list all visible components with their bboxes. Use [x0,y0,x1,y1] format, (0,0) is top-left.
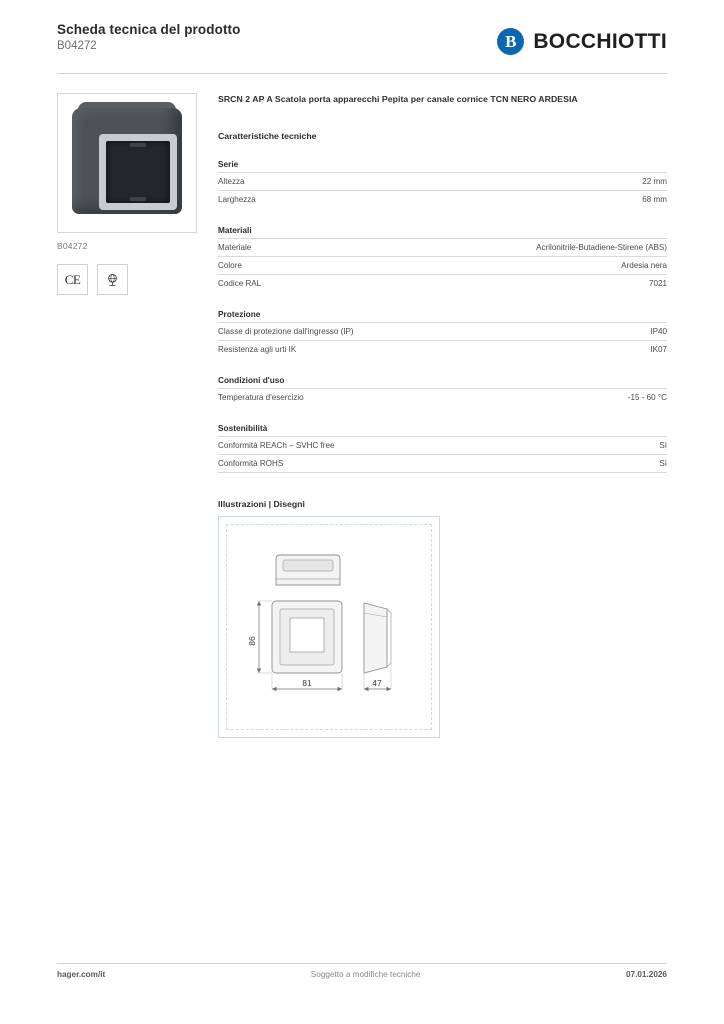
spec-row [218,454,667,473]
spec-value: IK07 [650,344,667,354]
spec-label: Altezza [218,176,245,186]
spec-label: Conformità REACh – SVHC free [218,440,335,450]
product-photo-aperture [106,141,170,203]
product-photo-body [72,108,182,214]
spec-value: IP40 [650,326,667,336]
product-photo-caption: B04272 [57,241,88,251]
spec-value: 22 mm [642,176,667,186]
product-media-column [57,93,197,295]
certification-marks [57,264,197,295]
spec-value: Sì [659,458,667,468]
page-title: Scheda tecnica del prodotto [57,22,241,37]
footer-divider [57,963,667,964]
spec-label: Codice RAL [218,278,262,288]
spec-label: Colore [218,260,242,270]
drawing-svg [219,517,441,739]
spec-label: Resistenza agli urti IK [218,344,297,354]
spec-value: Sì [659,440,667,450]
page-footer [57,970,667,979]
header-divider [57,73,667,74]
spec-label: Larghezza [218,194,256,204]
product-photo-frame [99,134,177,210]
spec-row [218,190,667,208]
spec-row [218,322,667,340]
spec-label: Temperatura d'esercizio [218,392,304,402]
bocchiotti-logo-icon: B [497,28,524,55]
spec-value: Ardesia nera [621,260,667,270]
footer-date: 07.01.2026 [626,970,667,979]
svg-text:86: 86 [247,636,257,646]
svg-text:81: 81 [302,678,312,688]
brand-logo [497,28,667,55]
spec-row [218,340,667,358]
page-header [57,22,667,68]
waste-electrical-icon [97,264,128,295]
globe-glyph [104,271,121,288]
spec-group-title: Serie [218,159,239,169]
spec-value: 68 mm [642,194,667,204]
product-description: SRCN 2 AP A Scatola porta apparecchi Pepita per canale cornice TCN NERO ARDESIA [218,94,578,104]
spec-label: Materiale [218,242,252,252]
spec-group-title: Sostenibilità [218,423,268,433]
spec-row [218,238,667,256]
product-photo-notch-bottom [130,197,146,201]
page-subtitle-article-number: B04272 [57,40,97,52]
product-photo-notch-top [130,143,146,147]
spec-row [218,436,667,454]
spec-group-title: Condizioni d'uso [218,375,285,385]
spec-value: -15 - 60 °C [627,392,667,402]
specs-section-title: Caratteristiche tecniche [218,131,317,141]
specs-table [218,159,667,473]
footer-website[interactable]: hager.com/it [57,970,106,979]
spec-row [218,256,667,274]
spec-group-title: Protezione [218,309,261,319]
product-photo [57,93,197,233]
ce-mark-label: CE [64,271,81,287]
spec-label: Conformità ROHS [218,458,284,468]
spec-row [218,274,667,292]
brand-name: BOCCHIOTTI [533,29,667,53]
product-specs-column [218,93,667,738]
spec-label: Classe di protezione dall'ingresso (IP) [218,326,354,336]
svg-text:47: 47 [372,678,382,688]
technical-drawing [218,516,440,738]
ce-mark-icon [57,264,88,295]
drawings-section-title: Illustrazioni | Disegni [218,499,305,509]
spec-row [218,172,667,190]
spec-group-title: Materiali [218,225,252,235]
spec-value: Acrilonitrile-Butadiene-Stirene (ABS) [536,242,667,252]
footer-disclaimer: Soggetto a modifiche tecniche [310,970,421,979]
spec-row [218,388,667,406]
spec-value: 7021 [648,278,667,288]
